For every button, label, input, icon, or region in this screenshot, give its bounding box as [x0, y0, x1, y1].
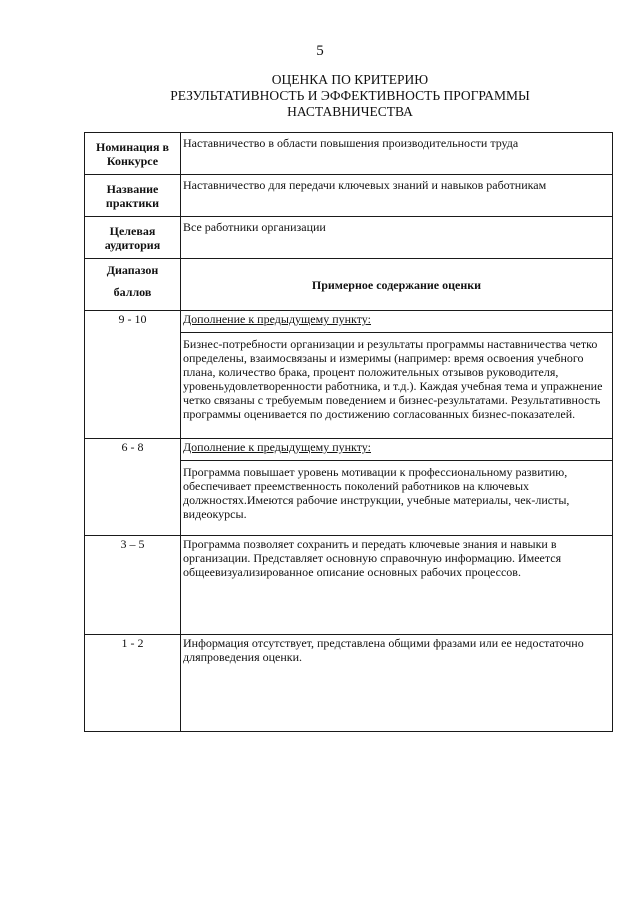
range-header-cell — [85, 259, 181, 311]
score-description: Программа позволяет сохранить и передать ключевые знания и навыки в организации. Представляет основную справочную информацию. Имеется общеевизуализированное описание основных рабочих процессов. — [183, 537, 562, 579]
score-row-9-10 — [85, 311, 613, 439]
evaluation-table — [84, 132, 613, 732]
page-number: 5 — [316, 43, 324, 59]
info-row-practice — [85, 175, 613, 217]
info-value-cell — [181, 175, 613, 217]
score-range: 9 - 10 — [118, 312, 147, 326]
score-range-cell — [85, 311, 181, 439]
score-row-1-2 — [85, 635, 613, 732]
score-description: Бизнес-потребности организации и результаты программы наставничества четко определены, взаимосвязаны и измеримы (например: время освоения учебного плана, количество брака, процент положительных отзывов руководителя, уровеньудовлетворенности работника, и т.д.). Каждая учебная тема и упражнение четко связаны с требуемым поведением и бизнес-результатами. Результативность программы оценивается по достижению согласованных бизнес-показателей. — [183, 337, 603, 421]
info-row-nomination — [85, 133, 613, 175]
score-range-cell — [85, 635, 181, 732]
info-value: Наставничество в области повышения производительности труда — [183, 136, 519, 150]
score-range-cell — [85, 439, 181, 536]
score-description-cell — [181, 439, 613, 536]
title-line-1: ОЦЕНКА ПО КРИТЕРИЮ — [271, 72, 429, 87]
score-range: 6 - 8 — [121, 440, 144, 454]
range-header-line: баллов — [113, 285, 152, 299]
inner-divider — [181, 332, 612, 333]
content-header: Примерное содержание оценки — [311, 277, 482, 292]
score-description-cell — [181, 536, 613, 635]
addendum-text: Дополнение к предыдущему пункту: — [183, 312, 371, 326]
page-title — [0, 72, 640, 120]
score-row-6-8 — [85, 439, 613, 536]
info-value: Наставничество для передачи ключевых знаний и навыков работникам — [183, 178, 547, 192]
info-label-cell — [85, 133, 181, 175]
range-header-line: Диапазон — [106, 263, 159, 277]
inner-divider — [181, 460, 612, 461]
info-value-cell — [181, 133, 613, 175]
title-line-2: РЕЗУЛЬТАТИВНОСТЬ И ЭФФЕКТИВНОСТЬ ПРОГРАММЫ — [170, 88, 530, 103]
score-range-cell — [85, 536, 181, 635]
score-range: 3 – 5 — [120, 537, 145, 551]
info-row-audience — [85, 217, 613, 259]
score-range: 1 - 2 — [121, 636, 144, 650]
info-label-line: Конкурсе — [106, 154, 159, 168]
info-value-cell — [181, 217, 613, 259]
addendum-text: Дополнение к предыдущему пункту: — [183, 440, 371, 454]
info-label-cell — [85, 217, 181, 259]
info-label-line: Название — [106, 182, 159, 196]
info-label-line: практики — [105, 196, 160, 210]
info-value: Все работники организации — [183, 220, 326, 234]
info-label-line: аудитория — [104, 238, 161, 252]
score-description-cell — [181, 311, 613, 439]
info-label-cell — [85, 175, 181, 217]
score-row-3-5 — [85, 536, 613, 635]
score-description-cell — [181, 635, 613, 732]
score-description: Программа повышает уровень мотивации к профессиональному развитию, обеспечивает преемственность поколений работников на ключевых должностях.Имеются рабочие инструкции, учебные материалы, чек-листы, видеокурсы. — [183, 465, 570, 521]
score-header-row — [85, 259, 613, 311]
score-description: Информация отсутствует, представлена общими фразами или ее недостаточно дляпроведения оценки. — [183, 636, 584, 664]
content-header-cell — [181, 259, 613, 311]
info-label-line: Целевая — [109, 224, 156, 238]
title-line-3: НАСТАВНИЧЕСТВА — [287, 104, 413, 119]
info-label-line: Номинация в — [96, 140, 169, 154]
